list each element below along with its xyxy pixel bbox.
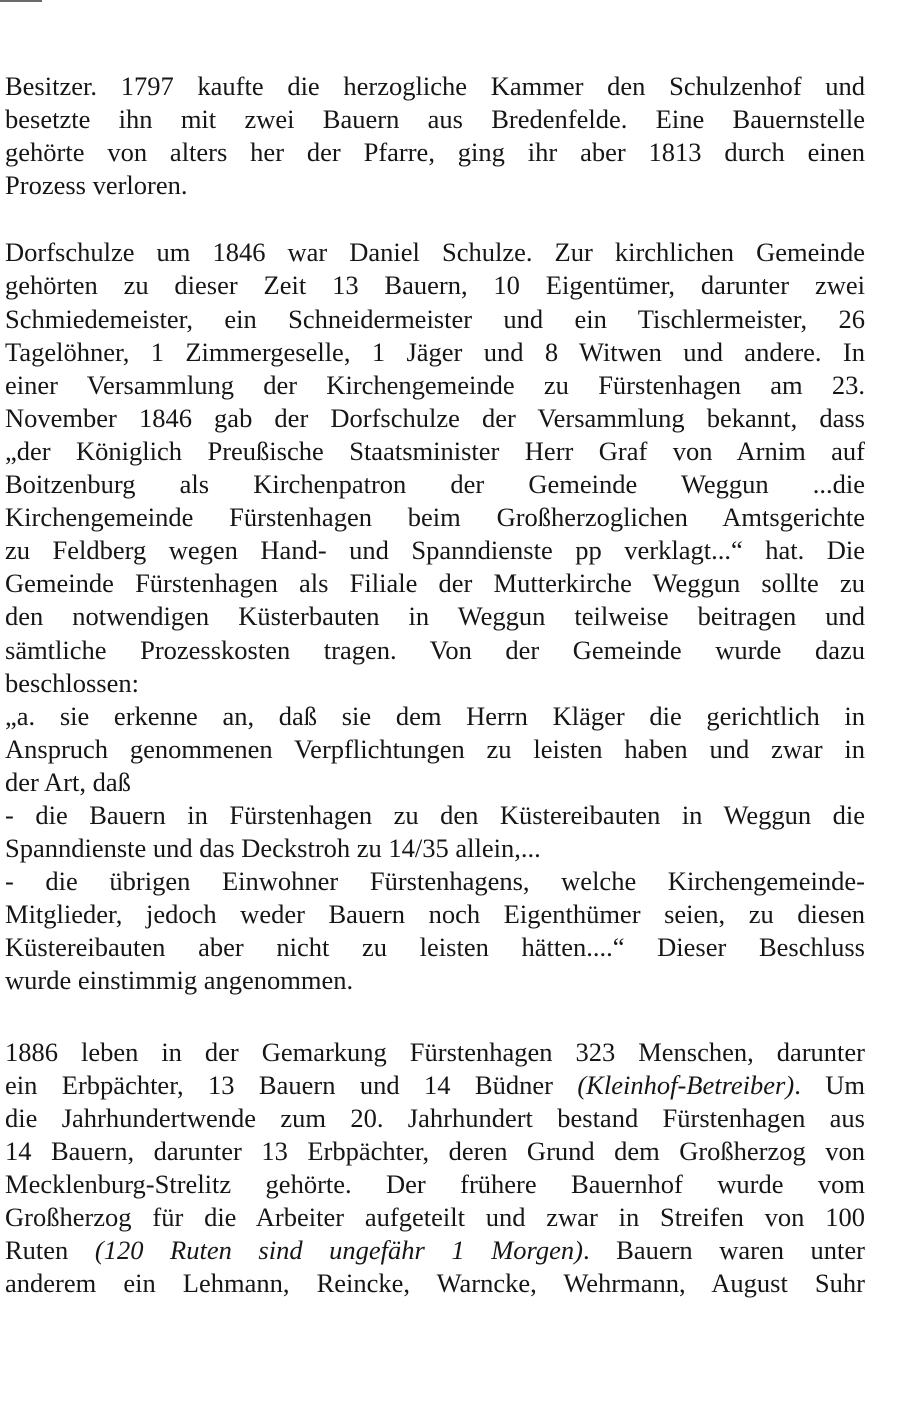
- text-run: Ruten: [5, 1235, 95, 1266]
- text-line: Kirchengemeinde Fürstenhagen beim Großherzoglichen Amtsgerichte: [5, 502, 865, 533]
- text-run: ein Erbpächter, 13 Bauern und 14 Büdner: [5, 1069, 578, 1100]
- text-line: Anspruch genommenen Verpflichtungen zu leisten haben und zwar in: [5, 733, 865, 764]
- text-line: gehörte von alters her der Pfarre, ging ihr aber 1813 durch einen: [5, 137, 865, 168]
- paragraph-2: [5, 236, 865, 997]
- text-line: besetzte ihn mit zwei Bauern aus Bredenfelde. Eine Bauernstelle: [5, 104, 865, 135]
- text-line: „a. sie erkenne an, daß sie dem Herrn Kläger die gerichtlich in: [5, 700, 865, 731]
- italic-note: (120 Ruten sind ungefähr 1 Morgen): [94, 1235, 583, 1266]
- text-run: . Bauern waren unter: [582, 1235, 865, 1266]
- text-line: Schmiedemeister, ein Schneidermeister und ein Tischlermeister, 26: [5, 303, 865, 334]
- text-line: „der Königlich Preußische Staatsminister Herr Graf von Arnim auf: [5, 435, 865, 466]
- text-line: der Art, daß: [5, 766, 131, 797]
- text-line: die Jahrhundertwende zum 20. Jahrhundert bestand Fürstenhagen aus: [5, 1102, 865, 1133]
- document-page: [5, 70, 865, 1300]
- text-line: Spanndienste und das Deckstroh zu 14/35 allein,...: [5, 833, 541, 864]
- text-line: [5, 1069, 865, 1102]
- paragraph-gap: [5, 998, 865, 1036]
- text-line: Dorfschulze um 1846 war Daniel Schulze. Zur kirchlichen Gemeinde: [5, 237, 865, 268]
- text-line: Küstereibauten aber nicht zu leisten hätten....“ Dieser Beschluss: [5, 932, 865, 963]
- text-line: [5, 1234, 865, 1267]
- text-line: Prozess verloren.: [5, 170, 188, 201]
- text-line: anderem ein Lehmann, Reincke, Warncke, Wehrmann, August Suhr: [5, 1268, 865, 1299]
- text-line: Boitzenburg als Kirchenpatron der Gemeinde Weggun ...die: [5, 469, 865, 500]
- paragraph-3: [5, 1036, 865, 1301]
- italic-note: (Kleinhof-Betreiber): [577, 1069, 795, 1100]
- text-line: einer Versammlung der Kirchengemeinde zu Fürstenhagen am 23.: [5, 369, 865, 400]
- text-line: den notwendigen Küsterbauten in Weggun teilweise beitragen und: [5, 601, 865, 632]
- text-line: Großherzog für die Arbeiter aufgeteilt und zwar in Streifen von 100: [5, 1202, 865, 1232]
- text-line: wurde einstimmig angenommen.: [5, 965, 354, 996]
- text-line: Mitglieder, jedoch weder Bauern noch Eigenthümer seien, zu diesen: [5, 899, 865, 930]
- text-line: Gemeinde Fürstenhagen als Filiale der Mutterkirche Weggun sollte zu: [5, 568, 865, 599]
- text-line: Tagelöhner, 1 Zimmergeselle, 1 Jäger und 8 Witwen und andere. In: [5, 336, 865, 367]
- paragraph-1: [5, 70, 865, 202]
- text-line: November 1846 gab der Dorfschulze der Versammlung bekannt, dass: [5, 402, 865, 433]
- text-run: . Um: [794, 1069, 865, 1100]
- text-line: 14 Bauern, darunter 13 Erbpächter, deren Grund dem Großherzog von: [5, 1135, 865, 1166]
- text-line: beschlossen:: [5, 667, 139, 698]
- text-line: Mecklenburg-Strelitz gehörte. Der frühere Bauernhof wurde vom: [5, 1168, 865, 1199]
- text-line: Besitzer. 1797 kaufte die herzogliche Kammer den Schulzenhof und: [5, 71, 865, 101]
- paragraph-gap: [5, 202, 865, 236]
- text-line: 1886 leben in der Gemarkung Fürstenhagen 323 Menschen, darunter: [5, 1036, 865, 1067]
- text-line: - die übrigen Einwohner Fürstenhagens, welche Kirchengemeinde-: [5, 866, 865, 897]
- text-line: - die Bauern in Fürstenhagen zu den Küstereibauten in Weggun die: [5, 799, 865, 830]
- scan-edge-mark: [0, 0, 42, 2]
- text-line: zu Feldberg wegen Hand- und Spanndienste pp verklagt...“ hat. Die: [5, 535, 865, 566]
- text-line: gehörten zu dieser Zeit 13 Bauern, 10 Eigentümer, darunter zwei: [5, 270, 865, 301]
- text-line: sämtliche Prozesskosten tragen. Von der Gemeinde wurde dazu: [5, 634, 865, 665]
